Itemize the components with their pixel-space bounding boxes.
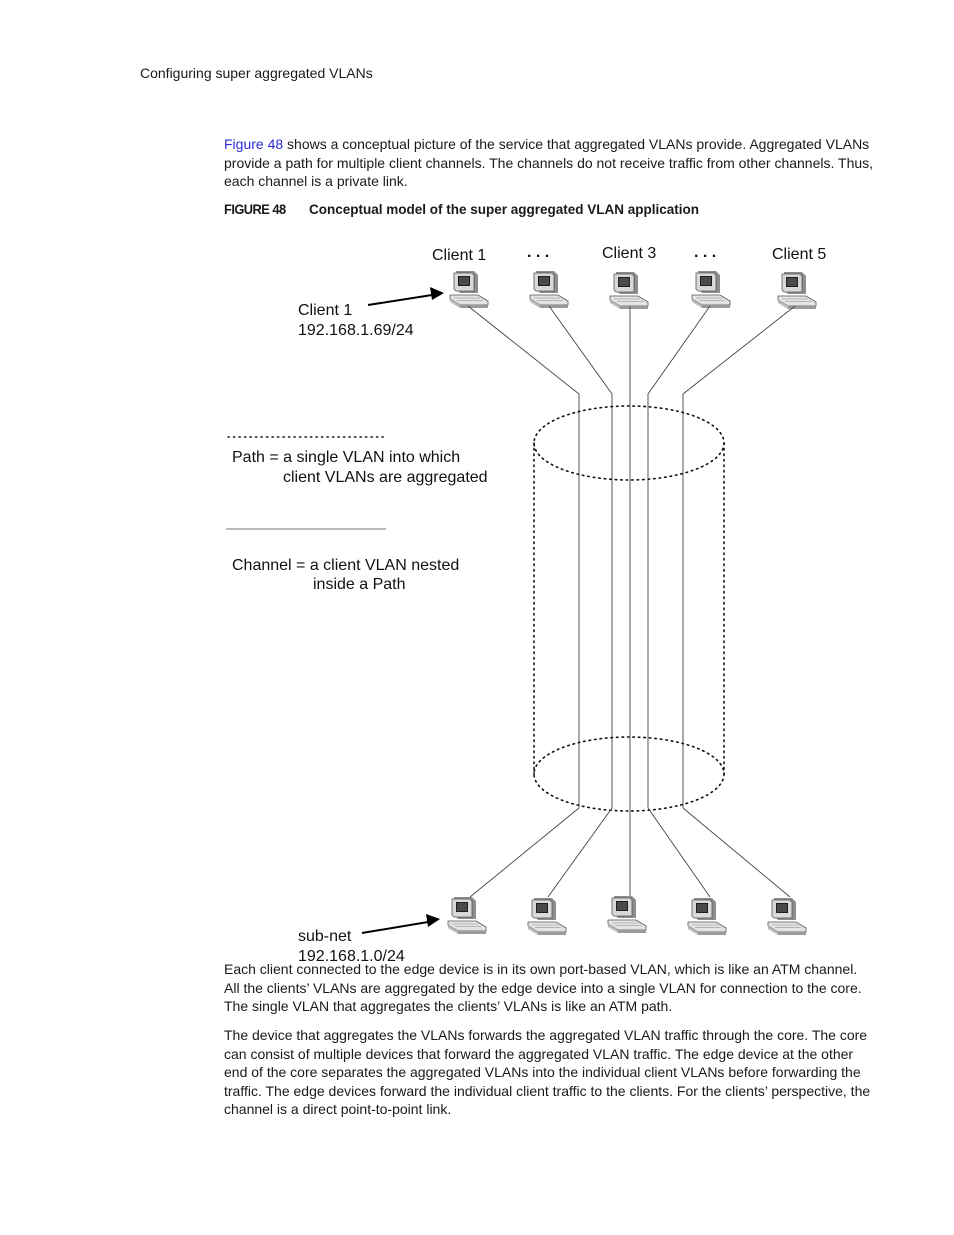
intro-text: shows a conceptual picture of the service that aggregated VLANs provide. Aggregated VLANs provide a path for multiple client channels. The channels do not receive traffic from other channels. Thus, each channel is a private link. — [224, 136, 874, 190]
pc-icon — [610, 272, 648, 309]
bottom-channel-lines — [470, 808, 790, 897]
channel-legend-line1: Channel = a client VLAN nested — [232, 557, 460, 574]
arrow-head — [426, 914, 440, 927]
dots-right: . . . — [694, 244, 717, 261]
path-cylinder — [534, 406, 724, 811]
client-3-label: Client 3 — [602, 245, 657, 262]
pc-icon — [768, 898, 806, 935]
pc-icon — [688, 898, 726, 935]
body-paragraph-3: The device that aggregates the VLANs forwards the aggregated VLAN traffic through the core. The core can consist of multiple devices that forward the aggregated VLAN traffic. The edge device at the other end of the core separates the aggregated VLANs into the individual client VLANs before forwarding the traffic. The edge devices forward the individual client traffic to the clients. For the clients’ perspective, the channel is a direct point-to-point link. — [224, 1027, 871, 1118]
subnet-ip: 192.168.1.0/24 — [298, 948, 405, 965]
client-5-label: Client 5 — [772, 246, 827, 263]
pc-icon — [528, 898, 566, 935]
channel-legend-line2: inside a Path — [313, 576, 406, 593]
pc-icon — [530, 271, 568, 308]
arrow-line — [362, 922, 428, 933]
path-legend-line2: client VLANs are aggregated — [283, 469, 488, 486]
client-1-label: Client 1 — [432, 247, 487, 264]
top-channel-lines — [468, 306, 795, 808]
pc-icon — [692, 271, 730, 308]
running-header: Configuring super aggregated VLANs — [140, 65, 373, 81]
pc-icon — [608, 896, 646, 933]
pc-icon — [448, 897, 486, 934]
pc-icon — [450, 271, 488, 308]
arrow-head — [430, 287, 444, 300]
figure-48-link[interactable]: Figure 48 — [224, 136, 284, 152]
body-paragraph-2: Each client connected to the edge device is in its own port-based VLAN, which is like an ATM channel. All the clients’ VLANs are aggregated by the edge device into a single VLAN for connection to the core. The single VLAN that aggregates the clients’ VLANs is like an ATM path. — [224, 961, 862, 1015]
figure-number: FIGURE 48 — [224, 201, 286, 217]
subnet-callout: sub-net — [298, 928, 352, 945]
client-1-callout: Client 1 — [298, 302, 353, 319]
pc-icon — [778, 272, 816, 309]
arrow-line — [368, 295, 432, 305]
figure-title: Conceptual model of the super aggregated VLAN application — [308, 202, 699, 217]
dots-left: . . . — [527, 244, 550, 261]
client-1-ip: 192.168.1.69/24 — [298, 322, 414, 339]
path-legend-line1: Path = a single VLAN into which — [232, 449, 461, 466]
